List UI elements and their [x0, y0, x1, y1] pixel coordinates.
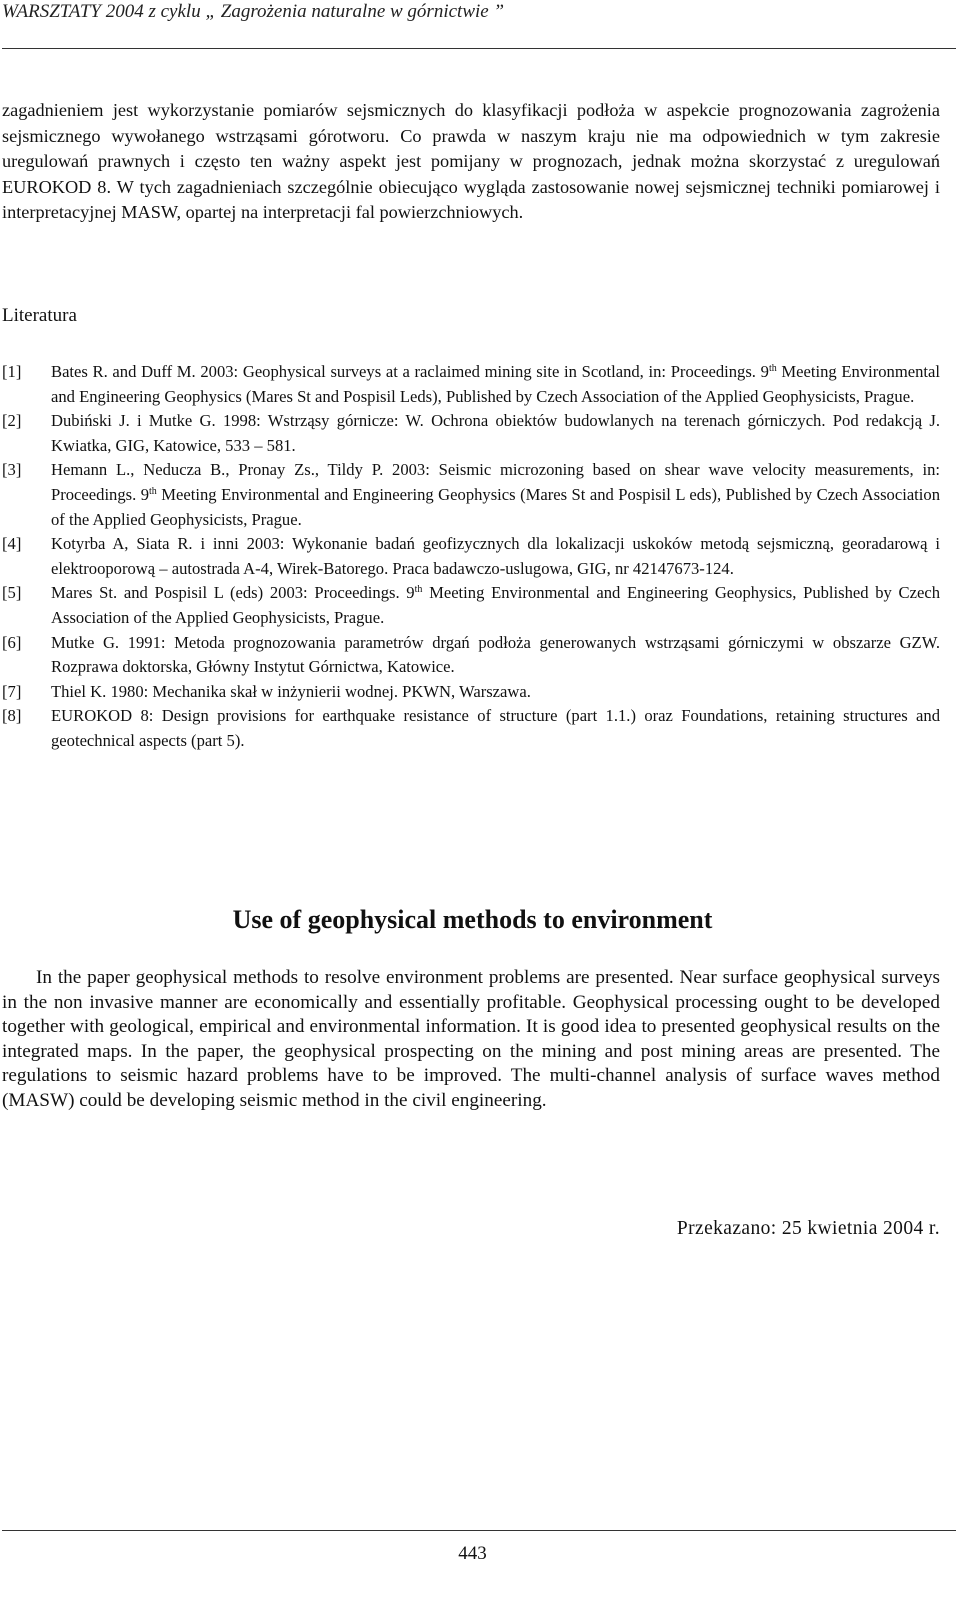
abstract-title: Use of geophysical methods to environment: [232, 905, 713, 934]
reference-list: [2, 360, 940, 754]
reference-superscript: th: [414, 584, 423, 596]
reference-item: [2, 631, 940, 680]
reference-text-continued: Meeting Environmental and Engineering Geophysics, Published by Czech Association of the Applied Geophysicists, Prague.: [51, 583, 940, 627]
footer-rule: [2, 1530, 956, 1531]
reference-number: [7]: [2, 681, 22, 701]
header-rule: [2, 48, 956, 49]
reference-superscript: th: [149, 485, 157, 497]
reference-text: EUROKOD 8: Design provisions for earthquake resistance of structure (part 1.1.) oraz Foundations, retaining structures and geotechnical aspects (part 5).: [51, 706, 940, 750]
reference-item: [2, 581, 940, 630]
reference-item: [2, 680, 940, 705]
reference-number: [3]: [2, 460, 22, 480]
reference-number: [5]: [2, 583, 22, 603]
reference-superscript: th: [768, 363, 777, 374]
reference-text: Mutke G. 1991: Metoda prognozowania parametrów drgań podłoża generowanych wstrząsami górniczymi w obszarze GZW. Rozprawa doktorska, Główny Instytut Górnictwa, Katowice.: [51, 632, 940, 677]
reference-text: Bates R. and Duff M. 2003: Geophysical surveys at a raclaimed mining site in Scotland, in: Proceedings. 9: [51, 362, 769, 381]
reference-number: [4]: [2, 534, 22, 554]
reference-text: Mares St. and Pospisil L (eds) 2003: Proceedings. 9: [51, 583, 415, 603]
reference-item: [2, 458, 940, 532]
reference-number: [8]: [2, 706, 22, 726]
page-number: 443: [458, 1543, 487, 1564]
reference-item: [2, 704, 940, 753]
reference-item: [2, 532, 940, 581]
reference-text: Kotyrba A, Siata R. i inni 2003: Wykonanie badań geofizycznych dla lokalizacji uskoków metodą sejsmiczną, georadarową i elektrooporową – autostrada A-4, Wirek-Batorego. Praca badawczo-uslugowa, GIG, nr 42147673-124.: [51, 534, 940, 578]
reference-item: [2, 409, 940, 458]
body-paragraph: zagadnieniem jest wykorzystanie pomiarów sejsmicznych do klasyfikacji podłoża w aspekcie prognozowania zagrożenia sejsmicznego wywołanego wstrząsami górotworu. Co prawda w naszym kraju nie ma odpowiednich w tym zakresie uregulowań prawnych i często ten ważny aspekt jest pomijany w prognozach, jednak można skorzystać z uregulowań EUROKOD 8. W tych zagadnieniach szczególnie obiecująco wygląda zastosowanie nowej sejsmicznej techniki pomiarowej i interpretacyjnej MASW, opartej na interpretacji fal powierzchniowych.: [2, 100, 940, 223]
reference-item: [2, 360, 940, 409]
abstract-paragraph: In the paper geophysical methods to resolve environment problems are presented. Near surface geophysical surveys in the non invasive manner are economically and essentially profitable. Geophysical processing ought to be developed together with geological, empirical and environmental information. It is good idea to presented geophysical results on the integrated maps. In the paper, the geophysical prospecting on the mining and post mining areas are presented. The regulations to seismic hazard problems have to be improved. The multi-channel analysis of surface waves method (MASW) could be developing seismic method in the civil engineering.: [2, 967, 940, 1111]
reference-text: Dubiński J. i Mutke G. 1998: Wstrząsy górnicze: W. Ochrona obiektów budowlanych na terenach górniczych. Pod redakcją J. Kwiatka, GIG, Katowice, 533 – 581.: [51, 411, 940, 455]
reference-number: [6]: [2, 632, 22, 652]
reference-number: [2]: [2, 411, 22, 431]
received-date: Przekazano: 25 kwietnia 2004 r.: [676, 1218, 940, 1239]
reference-text-continued: Meeting Environmental and Engineering Geophysics (Mares St and Pospisil Leds), Published by Czech Association of the Applied Geophysicists, Prague.: [51, 362, 940, 406]
literature-heading: Literatura: [2, 305, 77, 326]
reference-number: [1]: [2, 362, 22, 381]
reference-text-continued: Meeting Environmental and Engineering Geophysics (Mares St and Pospisil L eds), Published by Czech Association of the Applied Geophysicists, Prague.: [51, 484, 940, 529]
running-header: WARSZTATY 2004 z cyklu „ Zagrożenia naturalne w górnictwie ”: [2, 1, 505, 22]
reference-text: Thiel K. 1980: Mechanika skał w inżynierii wodnej. PKWN, Warszawa.: [51, 681, 531, 701]
reference-text: Hemann L., Neducza B., Pronay Zs., Tildy P. 2003: Seismic microzoning based on shear wave velocity measurements, in: Proceedings. 9: [51, 460, 940, 504]
